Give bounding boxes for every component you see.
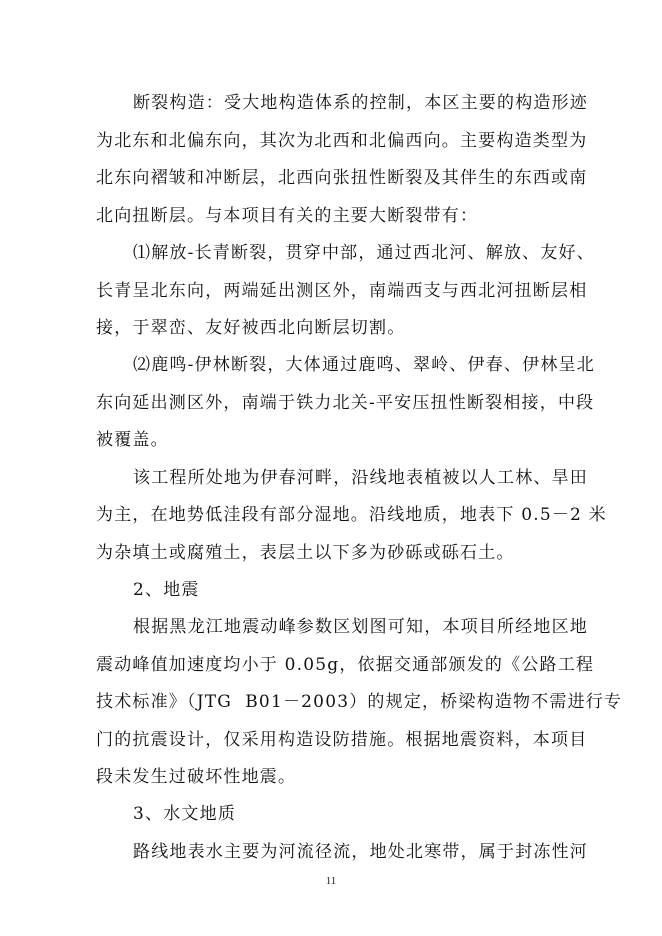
- paragraph-site-geology-line-1: 该工程所处地为伊春河畔，沿线地表植被以人工林、旱田: [133, 468, 588, 488]
- paragraph-earthquake-line-2: 震动峰值加速度均小于 0.05g，依据交通部颁发的《公路工程: [96, 655, 595, 675]
- paragraph-hydrogeology-line-1: 路线地表水主要为河流径流，地处北寒带，属于封冻性河: [133, 842, 588, 862]
- list-item-jiefang-fault-line-2: 长青呈北东向，两端延出测区外，南端西支与西北河扭断层相: [96, 281, 588, 301]
- paragraph-earthquake-line-4: 门的抗震设计，仅采用构造设防措施。根据地震资料，本项目: [96, 730, 588, 750]
- paragraph-earthquake-line-5: 段未发生过破坏性地震。: [96, 767, 297, 787]
- paragraph-fault-structure-line-2: 为北东和北偏东向，其次为北西和北偏西向。主要构造类型为: [96, 131, 588, 151]
- page-number: 11: [325, 875, 337, 887]
- paragraph-fault-structure-line-4: 北向扭断层。与本项目有关的主要大断裂带有：: [96, 206, 479, 226]
- list-item-luming-fault-line-3: 被覆盖。: [96, 430, 169, 450]
- section-heading-hydrogeology: 3、水文地质: [133, 804, 237, 824]
- paragraph-fault-structure-line-3: 北东向褶皱和冲断层，北西向张扭性断裂及其伴生的东西或南: [96, 168, 588, 188]
- list-item-luming-fault-line-2: 东向延出测区外，南端于铁力北关-平安压扭性断裂相接，中段: [96, 393, 595, 413]
- section-heading-earthquake: 2、地震: [133, 580, 200, 600]
- list-item-luming-fault-line-1: ⑵鹿鸣-伊林断裂，大体通过鹿鸣、翠岭、伊春、伊林呈北: [133, 355, 595, 375]
- paragraph-site-geology-line-2: 为主，在地势低洼段有部分湿地。沿线地质，地表下 0.5－2 米: [96, 505, 607, 525]
- paragraph-earthquake-line-1: 根据黑龙江地震动峰参数区划图可知，本项目所经地区地: [133, 617, 588, 637]
- paragraph-earthquake-line-3: 技术标准》（JTG B01－2003）的规定，桥梁构造物不需进行专: [96, 692, 623, 712]
- list-item-jiefang-fault-line-1: ⑴解放-长青断裂，贯穿中部，通过西北河、解放、友好、: [133, 243, 595, 263]
- paragraph-site-geology-line-3: 为杂填土或腐殖土，表层土以下多为砂砾或砾石土。: [96, 543, 515, 563]
- list-item-jiefang-fault-line-3: 接，于翠峦、友好被西北向断层切割。: [96, 318, 406, 338]
- paragraph-fault-structure-line-1: 断裂构造：受大地构造体系的控制，本区主要的构造形迹: [133, 93, 588, 113]
